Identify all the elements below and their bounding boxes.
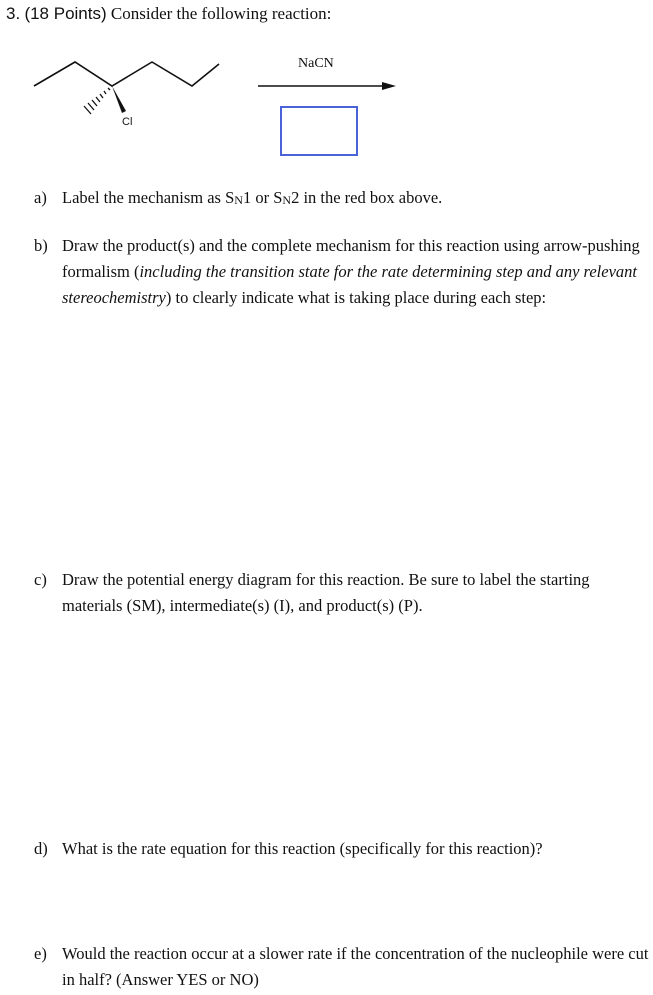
wedge-bond <box>112 86 126 113</box>
question-number: 3. <box>6 4 21 23</box>
part-d-letter: d) <box>34 839 48 858</box>
part-c-letter: c) <box>34 570 47 589</box>
part-d-answer-area[interactable] <box>62 864 642 934</box>
part-b-letter: b) <box>34 236 48 255</box>
part-a <box>0 185 653 211</box>
reagent-label: NaCN <box>298 56 334 71</box>
question-prompt: Consider the following reaction: <box>110 4 332 23</box>
part-b-italic: including the transition state for the rate determining step and any relevant stereochemistry <box>62 262 637 307</box>
part-a-text: Label the mechanism as $S_N1$ or $S_N2$ in the red box above. <box>62 188 443 207</box>
part-b-text: Draw the product(s) and the complete mechanism for this reaction using arrow-pushing formalism (including the transition state for the rate determining step and any relevant stereochemistry) to clearly indicate what is taking place during each step: <box>62 236 640 307</box>
hashed-bond <box>84 88 110 114</box>
part-c-answer-area[interactable] <box>62 625 642 830</box>
part-e <box>0 941 653 995</box>
part-a-letter: a) <box>34 188 47 207</box>
part-b-answer-area[interactable] <box>62 345 642 560</box>
part-e-letter: e) <box>34 944 47 963</box>
mechanism-answer-box[interactable] <box>280 106 358 156</box>
substrate-structure <box>34 62 219 86</box>
part-d <box>0 836 653 862</box>
part-c <box>0 567 653 623</box>
part-c-text: Draw the potential energy diagram for this reaction. Be sure to label the starting materials (SM), intermediate(s) (I), and product(s) (P). <box>62 570 590 615</box>
part-d-text: What is the rate equation for this reaction (specifically for this reaction)? <box>62 839 543 858</box>
chlorine-label: Cl <box>122 116 133 128</box>
question-points: (18 Points) <box>24 4 107 23</box>
reaction-arrow <box>258 82 396 90</box>
carbon-chain-bonds <box>34 62 219 86</box>
part-e-text: Would the reaction occur at a slower rate if the concentration of the nucleophile were cut in half? (Answer YES or NO) <box>62 944 649 989</box>
part-b <box>0 233 653 343</box>
